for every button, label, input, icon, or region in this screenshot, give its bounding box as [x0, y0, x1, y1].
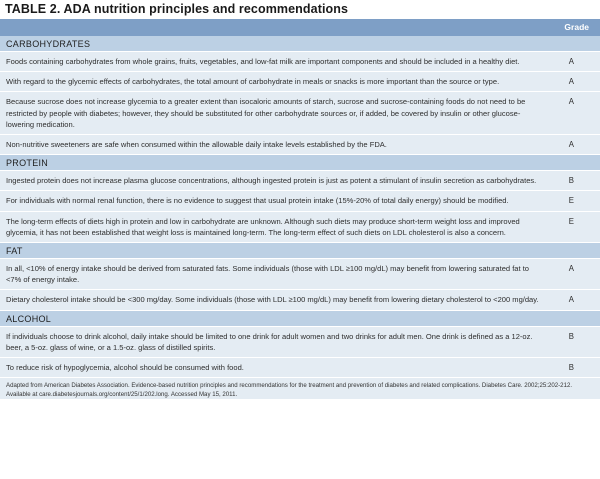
table-row: [0, 191, 600, 211]
grade-value: B: [568, 176, 574, 186]
table-row: [0, 171, 600, 191]
table-row: [0, 135, 600, 155]
grade-value: E: [568, 196, 574, 206]
grade-value: A: [568, 140, 574, 150]
nutrition-table: [0, 19, 600, 399]
recommendation-text: To reduce risk of hypoglycemia, alcohol should be consumed with food.: [6, 363, 244, 373]
recommendation-text: Foods containing carbohydrates from whole grains, fruits, vegetables, and low-fat milk are important components and should be included in a healthy diet.: [6, 57, 520, 66]
table-row: [0, 327, 600, 358]
table-row: [0, 290, 600, 310]
recommendation-text: With regard to the glycemic effects of carbohydrates, the total amount of carbohydrate in meals or snacks is more important than the source or type.: [6, 77, 500, 87]
grade-value: A: [568, 77, 574, 87]
section-heading-protein: PROTEIN: [0, 155, 600, 171]
recommendation-text: Dietary cholesterol intake should be <300 mg/day. Some individuals (those with LDL ≥100 mg/dL) may benefit from lowering dietary cholesterol to <200 mg/day.: [6, 295, 539, 305]
recommendation-text: Because sucrose does not increase glycemia to a greater extent than isocaloric amounts of starch, sucrose and sucrose-containing foods do not need to be restricted by people with diabetes; however, they should be substituted for other carbohydrate sources or, if added, be covered by insulin or other glucose-lowering medication.: [6, 97, 526, 129]
table-row: [0, 212, 600, 243]
recommendation-text: The long-term effects of diets high in protein and low in carbohydrate are unknown. Although such diets may produce short-term weight loss and improved glycemia, it has not been established that weight loss is maintained long-term. The long-term effect of such diets on LDL cholesterol is also a concern.: [6, 216, 520, 237]
table-row: [0, 52, 600, 72]
table-row: [0, 72, 600, 92]
grade-value: A: [568, 57, 574, 66]
grade-value: A: [568, 97, 574, 107]
table-row: [0, 259, 600, 290]
grade-column-header: Grade: [564, 22, 589, 32]
recommendation-text: Non-nutritive sweeteners are safe when consumed within the allowable daily intake levels established by the FDA.: [6, 140, 387, 150]
table-row: [0, 358, 600, 378]
table-row: [0, 92, 600, 135]
recommendation-text: In all, <10% of energy intake should be derived from saturated fats. Some individuals (those with LDL ≥100 mg/dL) may benefit from lowering saturated fat to <7% of energy intake.: [6, 264, 529, 285]
table-body: [0, 36, 600, 378]
section-heading-alcohol: ALCOHOL: [0, 311, 600, 327]
table-header-row: [0, 19, 600, 36]
recommendation-text: For individuals with normal renal function, there is no evidence to suggest that usual protein intake (15%-20% of total daily energy) should be modified.: [6, 196, 509, 206]
table-footnote: Adapted from American Diabetes Association. Evidence-based nutrition principles and recommendations for the treatment and prevention of diabetes and related complications. Diabetes Care. 2002;25:202-212. Available at care.diabetesjournals.org/content/25/1/202.long. Accessed May 15, 2011.: [6, 382, 573, 398]
section-heading-fat: FAT: [0, 243, 600, 259]
recommendation-text: Ingested protein does not increase plasma glucose concentrations, although ingested protein is just as potent a stimulant of insulin secretion as carbohydrates.: [6, 176, 537, 186]
table-title: TABLE 2. ADA nutrition principles and recommendations: [5, 2, 349, 16]
grade-value: E: [568, 216, 574, 226]
recommendation-text: If individuals choose to drink alcohol, daily intake should be limited to one drink for adult women and two drinks for adult men. One drink is defined as a 12-oz. beer, a 5-oz. glass of wine, or a 1.5-oz. glass of distilled spirits.: [6, 331, 533, 352]
grade-value: A: [568, 264, 574, 274]
section-heading-carbohydrates: CARBOHYDRATES: [0, 36, 600, 52]
grade-value: B: [568, 331, 574, 341]
grade-value: A: [568, 295, 574, 305]
grade-value: B: [568, 363, 574, 373]
